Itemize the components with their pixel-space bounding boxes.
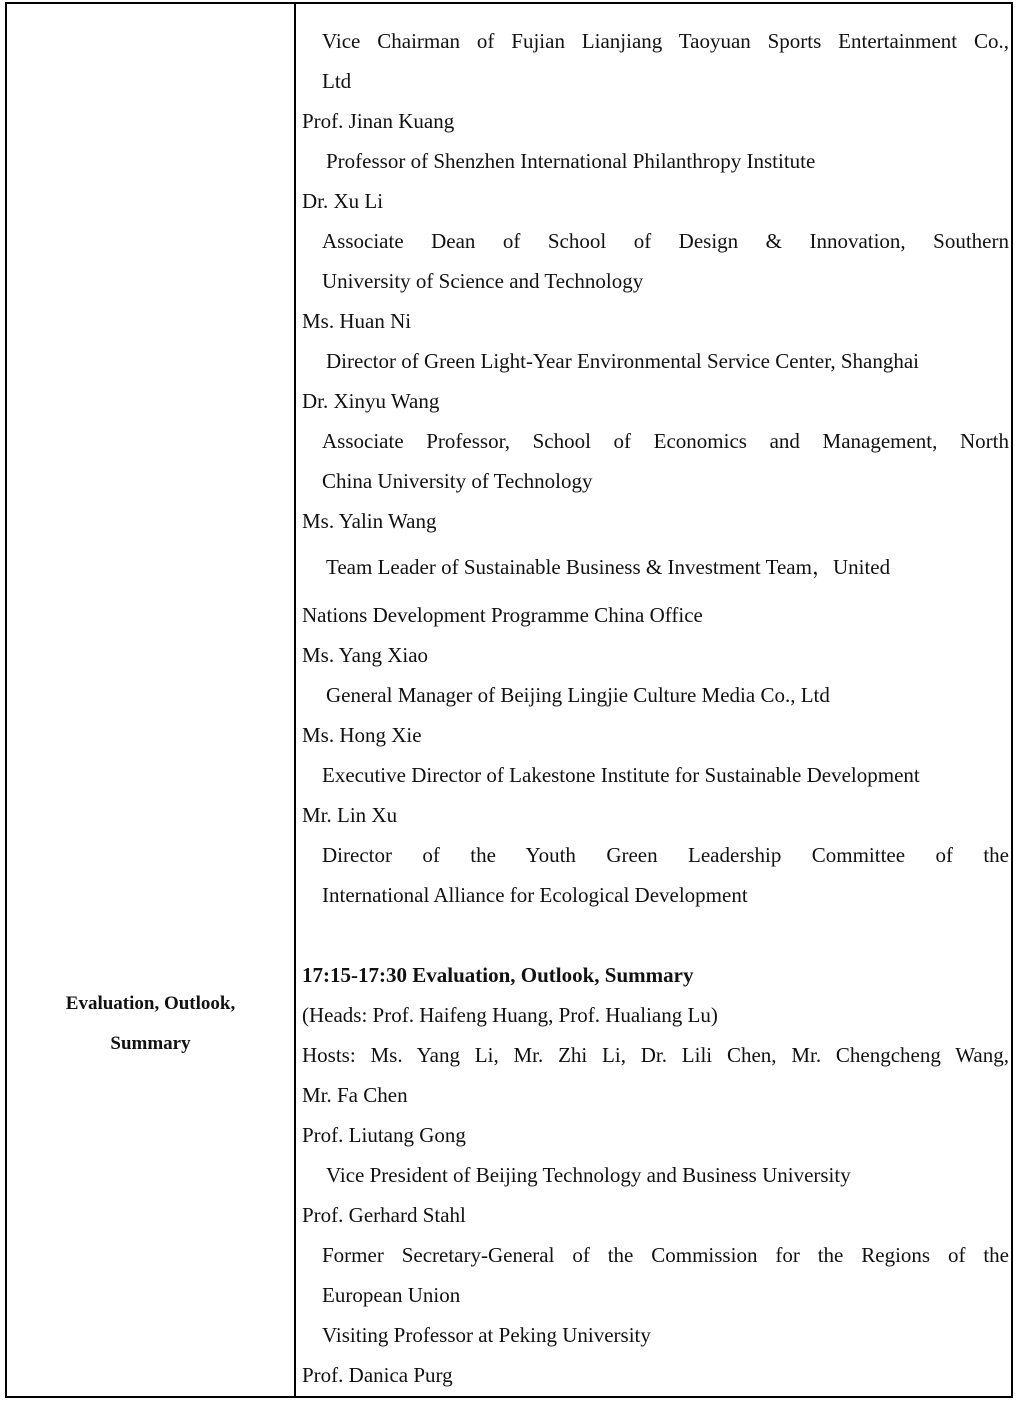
role-text: Executive Director of Lakestone Institute for Sustainable Development	[322, 763, 920, 787]
participant-name: Prof. Gerhard Stahl	[302, 1203, 466, 1227]
role-text: Ltd	[322, 69, 352, 93]
role-text: Vice Chairman of Fujian Lianjiang Taoyuan Sports Entertainment Co.,	[322, 29, 1009, 53]
participant-name: Dr. Xu Li	[302, 189, 384, 213]
session-heading: 17:15-17:30 Evaluation, Outlook, Summary	[302, 963, 694, 987]
role-text: Associate Professor, School of Economics and Management, North	[322, 429, 1009, 453]
role-text: Associate Dean of School of Design & Innovation, Southern	[322, 229, 1009, 253]
participants-cell	[296, 4, 1011, 1396]
participant-name: Ms. Yang Xiao	[302, 643, 429, 667]
role-text: University of Science and Technology	[322, 269, 644, 293]
role-text: Team Leader of Sustainable Business & Investment Team，United	[326, 555, 891, 579]
participant-name: Prof. Danica Purg	[302, 1363, 453, 1387]
participant-name: Ms. Yalin Wang	[302, 509, 437, 533]
session-hosts: Hosts: Ms. Yang Li, Mr. Zhi Li, Dr. Lili Chen, Mr. Chengcheng Wang,	[302, 1043, 1009, 1067]
role-text: International Alliance for Ecological Development	[322, 883, 748, 907]
participant-name: Prof. Liutang Gong	[302, 1123, 466, 1147]
participant-name: Ms. Hong Xie	[302, 723, 422, 747]
participant-name: Prof. Jinan Kuang	[302, 109, 455, 133]
role-text: Professor of Shenzhen International Philanthropy Institute	[326, 149, 816, 173]
role-text: China University of Technology	[322, 469, 593, 493]
session-label-line-1: Evaluation, Outlook,	[65, 993, 236, 1014]
participant-name: Ms. Huan Ni	[302, 309, 412, 333]
role-text: Vice President of Beijing Technology and Business University	[326, 1163, 851, 1187]
role-text: Director of Green Light-Year Environmental Service Center, Shanghai	[326, 349, 920, 373]
session-label-cell	[7, 4, 294, 1396]
role-text: Visiting Professor at Peking University	[322, 1323, 651, 1347]
role-text: Director of the Youth Green Leadership Committee of the	[322, 843, 1009, 867]
participant-name: Dr. Xinyu Wang	[302, 389, 440, 413]
program-table	[5, 2, 1013, 1398]
session-label	[7, 984, 294, 1064]
participant-name: Mr. Lin Xu	[302, 803, 398, 827]
role-text: General Manager of Beijing Lingjie Culture Media Co., Ltd	[326, 683, 830, 707]
session-label-line-2: Summary	[110, 1033, 191, 1054]
session-hosts: Mr. Fa Chen	[302, 1083, 408, 1107]
role-text: Former Secretary-General of the Commission for the Regions of the	[322, 1243, 1009, 1267]
session-heads: (Heads: Prof. Haifeng Huang, Prof. Hualiang Lu)	[302, 1003, 718, 1027]
role-text: Nations Development Programme China Office	[302, 603, 703, 627]
role-text: European Union	[322, 1283, 461, 1307]
